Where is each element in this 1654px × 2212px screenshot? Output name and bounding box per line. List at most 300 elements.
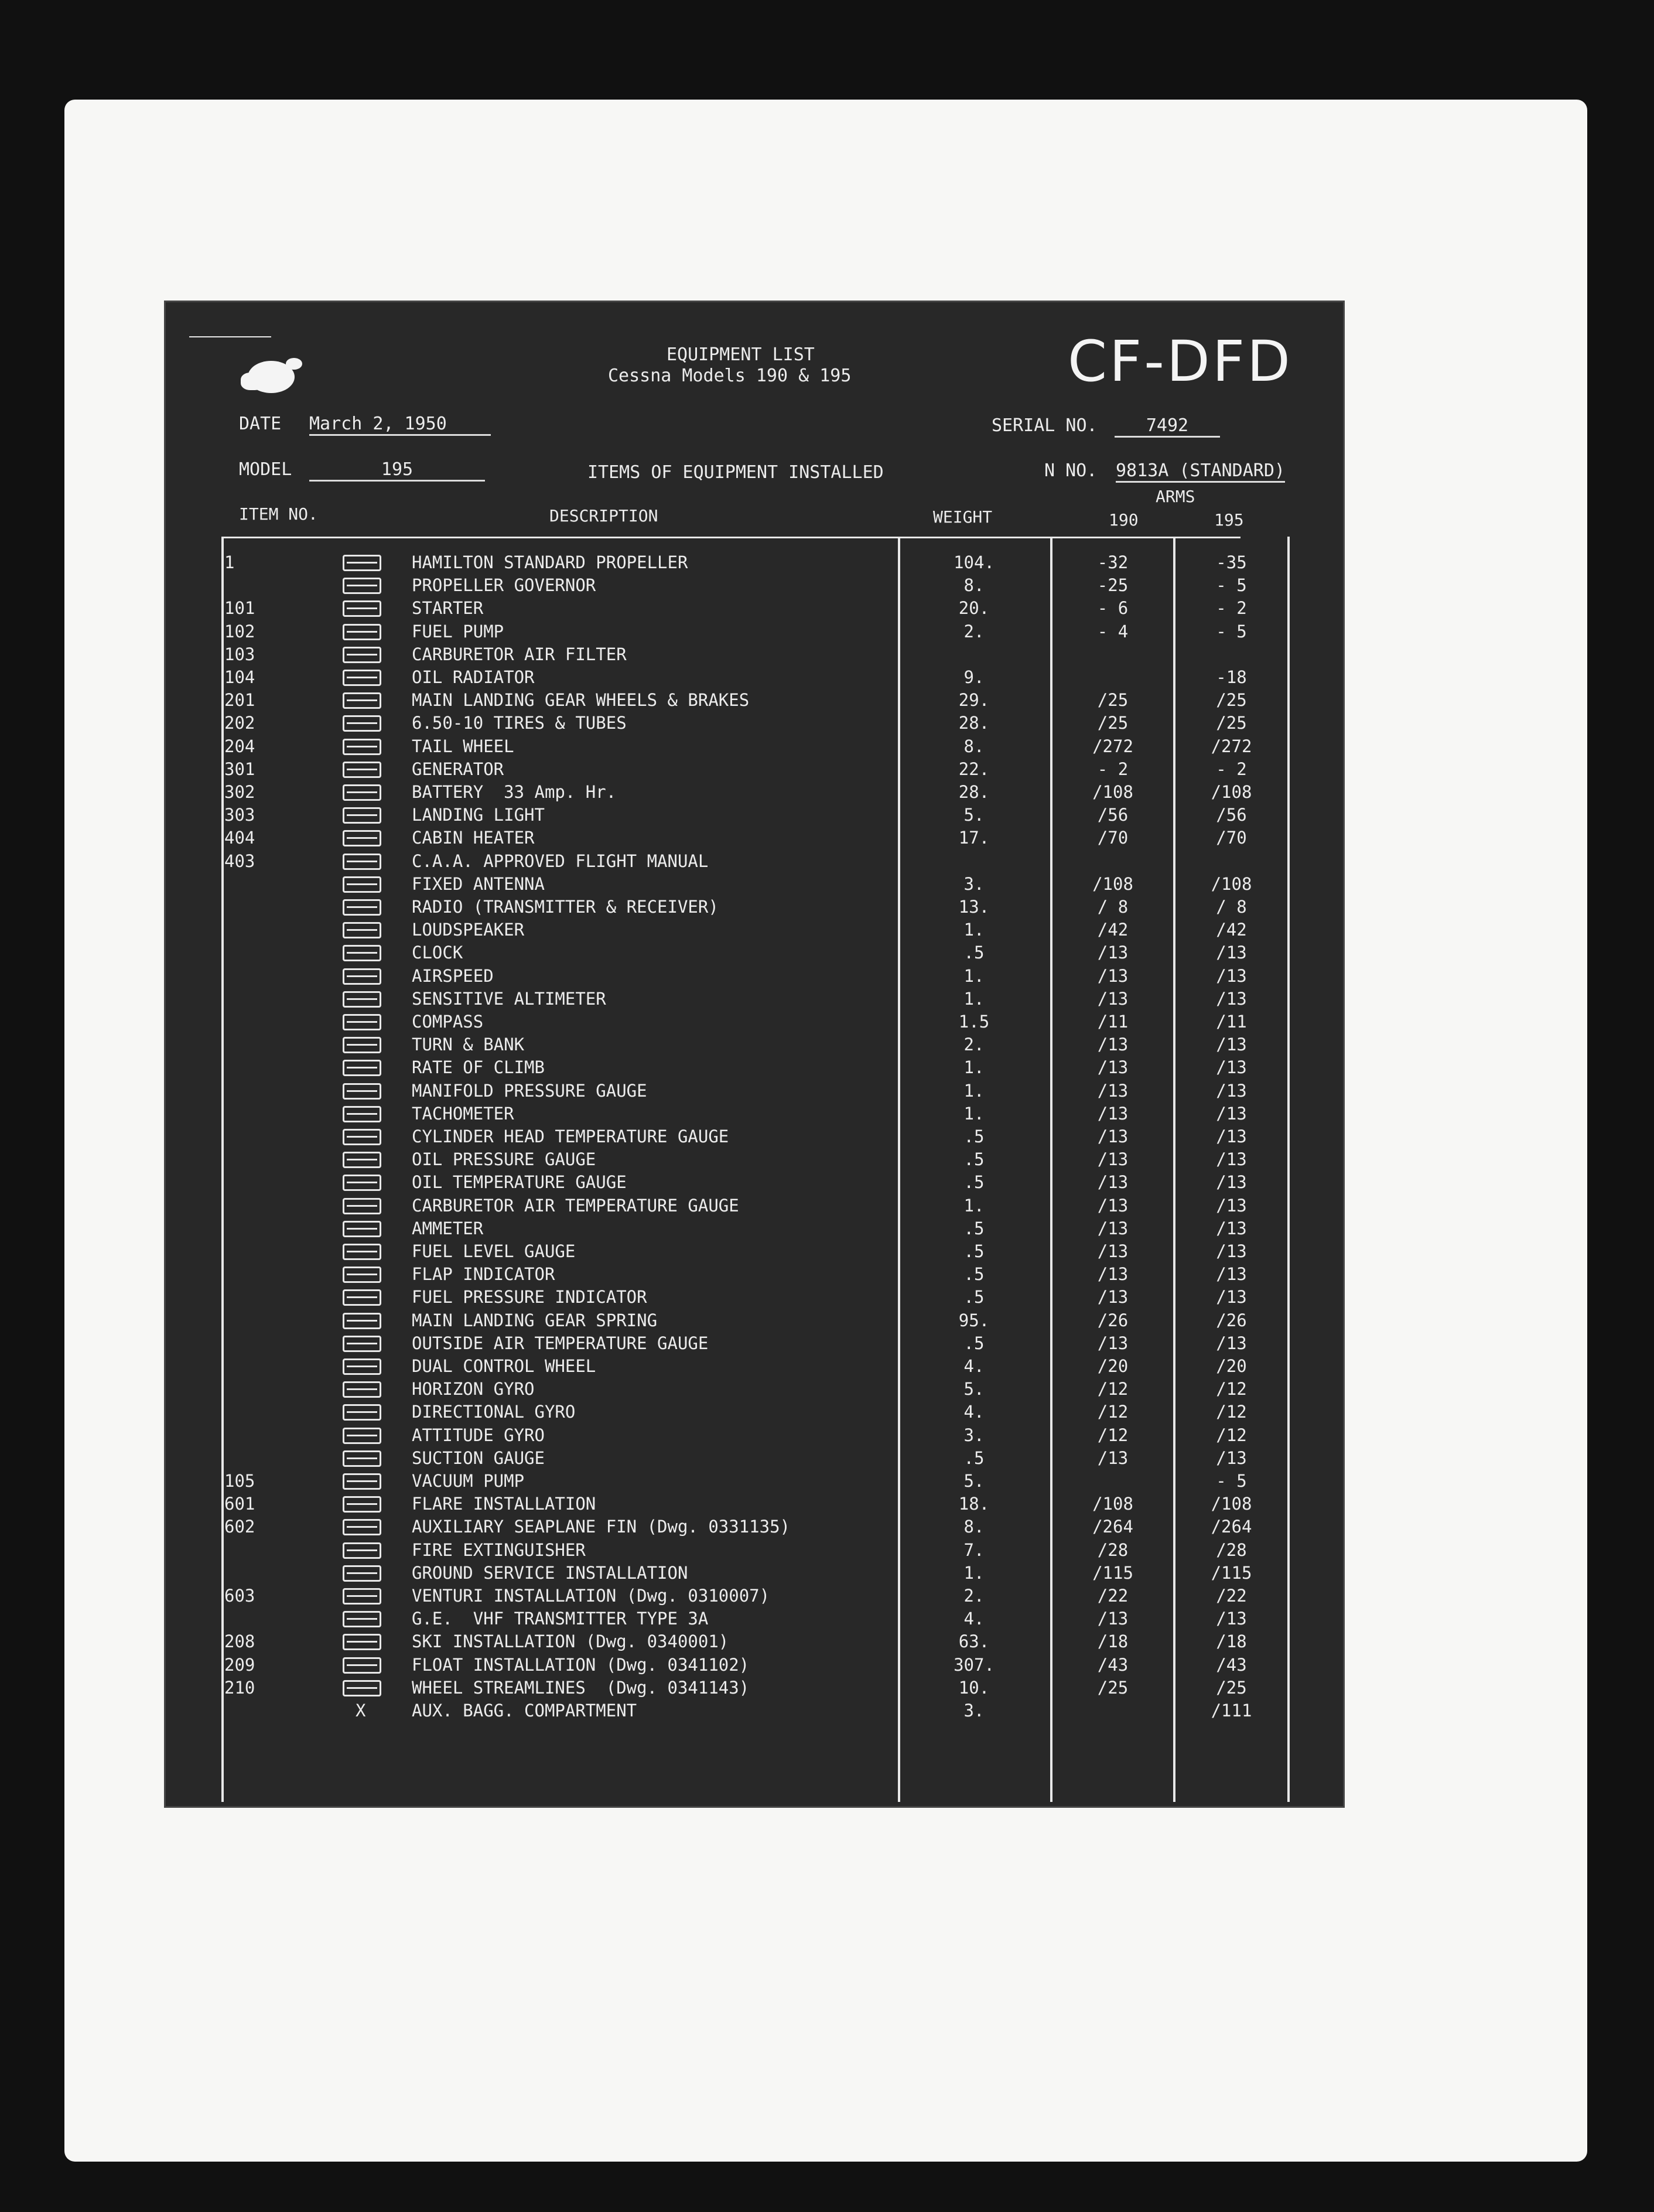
arm-190: / 8 <box>1097 897 1129 917</box>
item-description: OUTSIDE AIR TEMPERATURE GAUGE <box>412 1333 709 1353</box>
arm-195: -18 <box>1216 667 1247 687</box>
arm-195: /20 <box>1216 1356 1247 1376</box>
item-weight: 1. <box>963 1103 985 1124</box>
item-number: 301 <box>224 759 255 779</box>
item-description: RATE OF CLIMB <box>412 1057 545 1078</box>
document-title: EQUIPMENT LIST <box>667 344 815 365</box>
installed-mark: X <box>356 1701 366 1721</box>
item-description: HAMILTON STANDARD PROPELLER <box>412 552 688 572</box>
document-subtitle: Cessna Models 190 & 195 <box>608 366 852 386</box>
table-row <box>166 643 1343 666</box>
table-row <box>166 1539 1343 1562</box>
arm-190: /26 <box>1097 1310 1129 1330</box>
item-number: 302 <box>224 782 255 802</box>
item-weight: 63. <box>958 1631 990 1652</box>
ink-blot <box>241 373 264 390</box>
table-row <box>166 666 1343 689</box>
installed-checkbox <box>343 1611 381 1627</box>
col-header-arms: ARMS <box>1156 487 1195 506</box>
item-number: 104 <box>224 667 255 687</box>
item-weight: 28. <box>958 713 990 733</box>
item-number: 602 <box>224 1517 255 1537</box>
item-description: CARBURETOR AIR FILTER <box>412 644 627 664</box>
arm-195: /28 <box>1216 1539 1247 1560</box>
installed-checkbox <box>343 1519 381 1535</box>
item-description: G.E. VHF TRANSMITTER TYPE 3A <box>412 1609 709 1629</box>
installed-checkbox <box>343 1198 381 1214</box>
installed-checkbox <box>343 1106 381 1122</box>
item-description: PROPELLER GOVERNOR <box>412 575 596 596</box>
arm-190: /13 <box>1097 988 1129 1009</box>
table-row <box>166 827 1343 849</box>
table-row <box>166 1585 1343 1607</box>
table-row <box>166 1654 1343 1677</box>
pencil-mark <box>189 336 271 337</box>
item-weight: 29. <box>958 690 990 711</box>
arm-195: /264 <box>1211 1517 1252 1537</box>
item-number: 1 <box>224 552 235 572</box>
arm-195: /115 <box>1211 1562 1252 1583</box>
arm-195: /11 <box>1216 1012 1247 1032</box>
arm-190: /42 <box>1097 920 1129 940</box>
item-description: C.A.A. APPROVED FLIGHT MANUAL <box>412 851 709 871</box>
table-row <box>166 1217 1343 1240</box>
item-number: 101 <box>224 598 255 619</box>
arm-195: -35 <box>1216 552 1247 572</box>
arm-190: /13 <box>1097 1218 1129 1238</box>
arm-195: /26 <box>1216 1310 1247 1330</box>
item-description: TURN & BANK <box>412 1035 525 1055</box>
installed-checkbox <box>343 1428 381 1444</box>
installed-checkbox <box>343 876 381 893</box>
arm-195: /272 <box>1211 736 1252 756</box>
arm-195: /13 <box>1216 1057 1247 1078</box>
item-weight: 104. <box>954 552 995 572</box>
item-number: 303 <box>224 805 255 825</box>
item-description: FLARE INSTALLATION <box>412 1494 596 1514</box>
table-row <box>166 1309 1343 1332</box>
n-number-value: 9813A (STANDARD) <box>1116 460 1285 483</box>
table-row <box>166 1401 1343 1424</box>
arm-190: /28 <box>1097 1539 1129 1560</box>
item-weight: 7. <box>963 1539 985 1560</box>
installed-checkbox <box>343 1542 381 1559</box>
table-row <box>166 988 1343 1011</box>
table-row <box>166 1699 1343 1722</box>
arm-195: - 5 <box>1216 1471 1247 1491</box>
item-weight: 5. <box>963 1379 985 1399</box>
item-weight: 2. <box>963 621 985 641</box>
arm-190: /13 <box>1097 1080 1129 1101</box>
item-weight: 20. <box>958 598 990 619</box>
item-weight: .5 <box>963 943 985 963</box>
table-row <box>166 1378 1343 1401</box>
item-number: 201 <box>224 690 255 711</box>
installed-checkbox <box>343 692 381 709</box>
item-description: FUEL LEVEL GAUGE <box>412 1241 576 1261</box>
arm-190: -25 <box>1097 575 1129 596</box>
item-weight: .5 <box>963 1333 985 1353</box>
table-row <box>166 1080 1343 1102</box>
item-description: DIRECTIONAL GYRO <box>412 1402 576 1422</box>
registration-handwritten: CF-DFD <box>1068 329 1293 394</box>
arm-195: /25 <box>1216 713 1247 733</box>
arm-190: /56 <box>1097 805 1129 825</box>
arm-195: / 8 <box>1216 897 1247 917</box>
table-top-rule <box>221 537 1240 538</box>
table-row <box>166 1630 1343 1653</box>
installed-checkbox <box>343 854 381 870</box>
installed-checkbox <box>343 555 381 571</box>
model-value: 195 <box>309 459 485 482</box>
date-label: DATE <box>239 414 282 434</box>
arm-190: /13 <box>1097 1264 1129 1285</box>
n-number-label: N NO. <box>1044 460 1098 481</box>
arm-190: /22 <box>1097 1586 1129 1606</box>
table-row <box>166 1493 1343 1515</box>
arm-195: /111 <box>1211 1701 1252 1721</box>
item-number: 102 <box>224 621 255 641</box>
arm-190: /13 <box>1097 1287 1129 1308</box>
item-description: SENSITIVE ALTIMETER <box>412 988 606 1009</box>
arm-195: /13 <box>1216 1127 1247 1146</box>
installed-checkbox <box>343 1358 381 1375</box>
item-weight: .5 <box>963 1127 985 1146</box>
item-weight: 3. <box>963 1425 985 1445</box>
table-row <box>166 1515 1343 1538</box>
table-row <box>166 1562 1343 1585</box>
item-number: 204 <box>224 736 255 756</box>
table-row <box>166 551 1343 574</box>
table-row <box>166 919 1343 941</box>
installed-checkbox <box>343 624 381 640</box>
item-weight: 2. <box>963 1035 985 1055</box>
item-description: AMMETER <box>412 1218 484 1238</box>
item-number: 403 <box>224 851 255 871</box>
arm-195: /13 <box>1216 965 1247 986</box>
item-description: BATTERY 33 Amp. Hr. <box>412 782 617 802</box>
table-row <box>166 1102 1343 1125</box>
installed-checkbox <box>343 762 381 778</box>
item-weight: 18. <box>958 1494 990 1514</box>
table-row <box>166 896 1343 919</box>
arm-195: /108 <box>1211 782 1252 802</box>
table-row <box>166 1607 1343 1630</box>
installed-checkbox <box>343 1680 381 1696</box>
arm-195: /13 <box>1216 1264 1247 1285</box>
arm-195: /56 <box>1216 805 1247 825</box>
arm-190: /20 <box>1097 1356 1129 1376</box>
installed-checkbox <box>343 670 381 686</box>
table-row <box>166 735 1343 758</box>
item-description: HORIZON GYRO <box>412 1379 535 1399</box>
table-row <box>166 1125 1343 1148</box>
item-description: LOUDSPEAKER <box>412 920 525 940</box>
item-number: 210 <box>224 1677 255 1698</box>
item-description: OIL PRESSURE GAUGE <box>412 1149 596 1170</box>
item-number: 603 <box>224 1586 255 1606</box>
arm-195: /13 <box>1216 1287 1247 1308</box>
table-row <box>166 1194 1343 1217</box>
arm-195: /25 <box>1216 690 1247 711</box>
item-weight: 4. <box>963 1609 985 1629</box>
item-weight: 9. <box>963 667 985 687</box>
item-weight: .5 <box>963 1241 985 1261</box>
arm-190: /13 <box>1097 1035 1129 1055</box>
installed-checkbox <box>343 647 381 663</box>
item-description: OIL TEMPERATURE GAUGE <box>412 1172 627 1193</box>
item-number: 103 <box>224 644 255 664</box>
item-weight: 8. <box>963 736 985 756</box>
item-description: FUEL PUMP <box>412 621 504 641</box>
table-row <box>166 1240 1343 1263</box>
installed-checkbox <box>343 739 381 755</box>
table-row <box>166 1332 1343 1355</box>
item-weight: 1. <box>963 965 985 986</box>
arm-195: /43 <box>1216 1654 1247 1675</box>
arm-190: /13 <box>1097 943 1129 963</box>
item-description: RADIO (TRANSMITTER & RECEIVER) <box>412 897 719 917</box>
installed-checkbox <box>343 830 381 846</box>
installed-checkbox <box>343 1289 381 1306</box>
arm-190: /108 <box>1092 873 1133 894</box>
arm-190: /13 <box>1097 1103 1129 1124</box>
item-description: AUXILIARY SEAPLANE FIN (Dwg. 0331135) <box>412 1517 791 1537</box>
serial-label: SERIAL NO. <box>992 415 1098 436</box>
installed-checkbox <box>343 1244 381 1260</box>
item-description: VENTURI INSTALLATION (Dwg. 0310007) <box>412 1586 770 1606</box>
item-number: 105 <box>224 1471 255 1491</box>
arm-190: /25 <box>1097 713 1129 733</box>
item-weight: 8. <box>963 575 985 596</box>
item-description: SUCTION GAUGE <box>412 1448 545 1468</box>
item-weight: 1.5 <box>958 1012 990 1032</box>
arm-195: /13 <box>1216 1609 1247 1629</box>
installed-checkbox <box>343 1267 381 1283</box>
item-weight: 13. <box>958 897 990 917</box>
ink-blot <box>286 358 302 370</box>
item-description: LANDING LIGHT <box>412 805 545 825</box>
item-description: STARTER <box>412 598 484 619</box>
arm-190: /272 <box>1092 736 1133 756</box>
item-weight: 28. <box>958 782 990 802</box>
arm-195: /13 <box>1216 988 1247 1009</box>
equipment-list-document <box>164 301 1345 1808</box>
item-description: AIRSPEED <box>412 965 494 986</box>
item-description: CARBURETOR AIR TEMPERATURE GAUGE <box>412 1195 739 1216</box>
installed-checkbox <box>343 1175 381 1191</box>
table-row <box>166 1286 1343 1309</box>
item-weight: 5. <box>963 805 985 825</box>
item-weight: 307. <box>954 1654 995 1675</box>
arm-195: /13 <box>1216 1195 1247 1216</box>
item-weight: 3. <box>963 873 985 894</box>
table-row <box>166 712 1343 735</box>
arm-190: /13 <box>1097 1609 1129 1629</box>
installed-checkbox <box>343 784 381 801</box>
arm-190: /115 <box>1092 1562 1133 1583</box>
item-weight: 3. <box>963 1701 985 1721</box>
item-weight: 5. <box>963 1471 985 1491</box>
arm-195: - 5 <box>1216 621 1247 641</box>
arm-195: /13 <box>1216 1172 1247 1193</box>
table-row <box>166 1171 1343 1194</box>
arm-195: /18 <box>1216 1631 1247 1652</box>
arm-190: - 2 <box>1097 759 1129 779</box>
arm-190: /108 <box>1092 1494 1133 1514</box>
col-header-item-no: ITEM NO. <box>239 504 318 524</box>
item-number: 601 <box>224 1494 255 1514</box>
arm-195: /22 <box>1216 1586 1247 1606</box>
table-row <box>166 941 1343 964</box>
item-weight: 4. <box>963 1356 985 1376</box>
table-row <box>166 1470 1343 1493</box>
installed-checkbox <box>343 1083 381 1100</box>
section-title: ITEMS OF EQUIPMENT INSTALLED <box>587 462 884 483</box>
installed-checkbox <box>343 991 381 1008</box>
item-number: 404 <box>224 828 255 848</box>
item-weight: 1. <box>963 1057 985 1078</box>
model-label: MODEL <box>239 459 292 480</box>
item-description: FIRE EXTINGUISHER <box>412 1539 586 1560</box>
item-description: COMPASS <box>412 1012 484 1032</box>
table-row <box>166 1424 1343 1447</box>
item-description: ATTITUDE GYRO <box>412 1425 545 1445</box>
item-description: CLOCK <box>412 943 463 963</box>
item-weight: 2. <box>963 1586 985 1606</box>
arm-190: /43 <box>1097 1654 1129 1675</box>
table-row <box>166 1011 1343 1033</box>
item-description: MAIN LANDING GEAR WHEELS & BRAKES <box>412 690 750 711</box>
item-weight: 1. <box>963 1080 985 1101</box>
arm-190: /13 <box>1097 1333 1129 1353</box>
arm-195: /13 <box>1216 1241 1247 1261</box>
arm-190: - 4 <box>1097 621 1129 641</box>
installed-checkbox <box>343 968 381 985</box>
table-row <box>166 804 1343 827</box>
installed-checkbox <box>343 1450 381 1467</box>
arm-190: /13 <box>1097 1057 1129 1078</box>
arm-190: /12 <box>1097 1425 1129 1445</box>
table-row <box>166 1033 1343 1056</box>
item-description: GROUND SERVICE INSTALLATION <box>412 1562 688 1583</box>
installed-checkbox <box>343 1381 381 1398</box>
table-row <box>166 781 1343 804</box>
item-weight: .5 <box>963 1172 985 1193</box>
installed-checkbox <box>343 945 381 961</box>
arm-190: -32 <box>1097 552 1129 572</box>
date-value: March 2, 1950 <box>309 414 491 436</box>
installed-checkbox <box>343 1565 381 1582</box>
installed-checkbox <box>343 1634 381 1650</box>
installed-checkbox <box>343 807 381 824</box>
arm-190: /25 <box>1097 690 1129 711</box>
item-description: GENERATOR <box>412 759 504 779</box>
table-row <box>166 873 1343 896</box>
table-row <box>166 620 1343 643</box>
arm-190: /13 <box>1097 1149 1129 1170</box>
arm-190: /13 <box>1097 965 1129 986</box>
item-description: TACHOMETER <box>412 1103 514 1124</box>
col-header-190: 190 <box>1109 510 1139 530</box>
arm-190: /13 <box>1097 1127 1129 1146</box>
arm-195: /12 <box>1216 1402 1247 1422</box>
installed-checkbox <box>343 899 381 916</box>
item-description: FIXED ANTENNA <box>412 873 545 894</box>
item-weight: 1. <box>963 920 985 940</box>
arm-190: - 6 <box>1097 598 1129 619</box>
installed-checkbox <box>343 1473 381 1490</box>
item-weight: 1. <box>963 988 985 1009</box>
arm-195: /13 <box>1216 1035 1247 1055</box>
col-header-195: 195 <box>1214 510 1244 530</box>
arm-195: /25 <box>1216 1677 1247 1698</box>
table-row <box>166 1148 1343 1171</box>
item-weight: 10. <box>958 1677 990 1698</box>
arm-190: /13 <box>1097 1172 1129 1193</box>
table-row <box>166 1677 1343 1699</box>
arm-195: /13 <box>1216 1080 1247 1101</box>
arm-190: /11 <box>1097 1012 1129 1032</box>
arm-195: /13 <box>1216 1333 1247 1353</box>
arm-195: - 2 <box>1216 598 1247 619</box>
installed-checkbox <box>343 1336 381 1352</box>
serial-value: 7492 <box>1115 415 1220 438</box>
item-weight: .5 <box>963 1218 985 1238</box>
installed-checkbox <box>343 1496 381 1513</box>
installed-checkbox <box>343 1037 381 1053</box>
table-row <box>166 689 1343 712</box>
item-description: MAIN LANDING GEAR SPRING <box>412 1310 658 1330</box>
arm-195: /70 <box>1216 828 1247 848</box>
arm-195: /108 <box>1211 873 1252 894</box>
item-description: FUEL PRESSURE INDICATOR <box>412 1287 647 1308</box>
arm-195: /13 <box>1216 1149 1247 1170</box>
item-description: DUAL CONTROL WHEEL <box>412 1356 596 1376</box>
item-description: WHEEL STREAMLINES (Dwg. 0341143) <box>412 1677 750 1698</box>
col-header-weight: WEIGHT <box>933 507 993 527</box>
installed-checkbox <box>343 600 381 617</box>
item-description: CYLINDER HEAD TEMPERATURE GAUGE <box>412 1127 729 1146</box>
item-weight: 1. <box>963 1195 985 1216</box>
item-weight: .5 <box>963 1149 985 1170</box>
arm-195: /13 <box>1216 943 1247 963</box>
item-description: SKI INSTALLATION (Dwg. 0340001) <box>412 1631 729 1652</box>
installed-checkbox <box>343 1152 381 1168</box>
item-weight: 8. <box>963 1517 985 1537</box>
arm-190: /13 <box>1097 1448 1129 1468</box>
item-number: 208 <box>224 1631 255 1652</box>
arm-190: /70 <box>1097 828 1129 848</box>
arm-195: /42 <box>1216 920 1247 940</box>
item-description: FLAP INDICATOR <box>412 1264 555 1285</box>
arm-195: - 2 <box>1216 759 1247 779</box>
arm-190: /12 <box>1097 1402 1129 1422</box>
item-weight: .5 <box>963 1287 985 1308</box>
item-weight: 1. <box>963 1562 985 1583</box>
table-row <box>166 1447 1343 1470</box>
arm-195: /12 <box>1216 1425 1247 1445</box>
installed-checkbox <box>343 1060 381 1076</box>
item-number: 209 <box>224 1654 255 1675</box>
table-row <box>166 1056 1343 1079</box>
installed-checkbox <box>343 1404 381 1421</box>
installed-checkbox <box>343 1129 381 1145</box>
arm-190: /12 <box>1097 1379 1129 1399</box>
table-row <box>166 1263 1343 1286</box>
installed-checkbox <box>343 1014 381 1030</box>
installed-checkbox <box>343 1313 381 1329</box>
